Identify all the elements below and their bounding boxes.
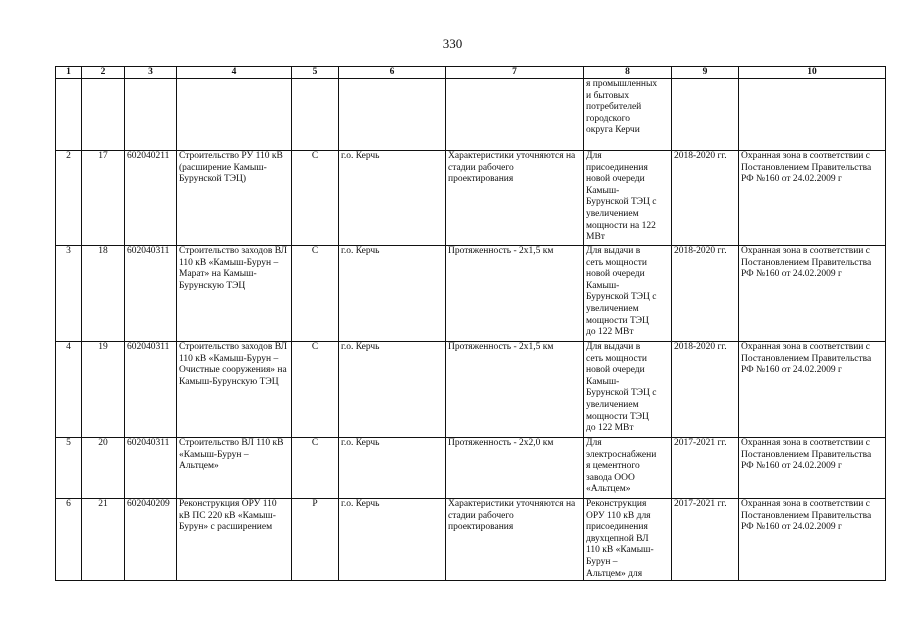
zone-cell: Охранная зона в соответствии с Постановлением Правительства РФ №160 от 24.02.2009 г (739, 342, 886, 438)
type-cell: С (292, 438, 339, 499)
period-cell: 2018-2020 гг. (672, 246, 739, 342)
period-cell: 2017-2021 гг. (672, 438, 739, 499)
row-number-cell: 3 (56, 246, 82, 342)
header-col-3: 3 (125, 67, 177, 79)
period-cell: 2018-2020 гг. (672, 151, 739, 246)
cell (177, 79, 292, 151)
table-row (56, 342, 886, 438)
characteristics-cell: Протяженность - 2х2,0 км (446, 438, 584, 499)
purpose-cell: Для электроснабжени я цементного завода ООО «Альтцем» (584, 438, 672, 499)
header-col-8: 8 (584, 67, 672, 79)
header-col-9: 9 (672, 67, 739, 79)
item-number-cell: 19 (82, 342, 125, 438)
item-number-cell: 18 (82, 246, 125, 342)
objects-table (55, 66, 886, 581)
type-cell: С (292, 246, 339, 342)
characteristics-cell: Протяженность - 2х1,5 км (446, 246, 584, 342)
characteristics-cell: Протяженность - 2х1,5 км (446, 342, 584, 438)
code-cell: 602040211 (125, 151, 177, 246)
item-number-cell: 21 (82, 499, 125, 581)
zone-cell: Охранная зона в соответствии с Постановлением Правительства РФ №160 от 24.02.2009 г (739, 438, 886, 499)
row-number-cell: 4 (56, 342, 82, 438)
row-number-cell: 6 (56, 499, 82, 581)
header-col-2: 2 (82, 67, 125, 79)
period-cell: 2018-2020 гг. (672, 342, 739, 438)
object-name-cell: Строительство заходов ВЛ 110 кВ «Камыш-Бурун – Очистные сооружения» на Камыш-Бурунскую ТЭЦ (177, 342, 292, 438)
zone-cell: Охранная зона в соответствии с Постановлением Правительства РФ №160 от 24.02.2009 г (739, 499, 886, 581)
characteristics-cell: Характеристики уточняются на стадии рабочего проектирования (446, 499, 584, 581)
characteristics-cell: Характеристики уточняются на стадии рабочего проектирования (446, 151, 584, 246)
location-cell: г.о. Керчь (339, 246, 446, 342)
cell (82, 79, 125, 151)
type-cell: Р (292, 499, 339, 581)
table-row (56, 151, 886, 246)
item-number-cell: 20 (82, 438, 125, 499)
header-col-4: 4 (177, 67, 292, 79)
purpose-cell: Для выдачи в сеть мощности новой очереди Камыш- Бурунской ТЭЦ с увеличением мощности ТЭЦ до 122 МВт (584, 246, 672, 342)
type-cell: С (292, 342, 339, 438)
type-cell: С (292, 151, 339, 246)
purpose-cell: Для присоединения новой очереди Камыш- Бурунской ТЭЦ с увеличением мощности на 122 МВт (584, 151, 672, 246)
item-number-cell: 17 (82, 151, 125, 246)
header-col-7: 7 (446, 67, 584, 79)
code-cell: 602040311 (125, 246, 177, 342)
row-number-cell: 2 (56, 151, 82, 246)
code-cell: 602040209 (125, 499, 177, 581)
zone-cell: Охранная зона в соответствии с Постановлением Правительства РФ №160 от 24.02.2009 г (739, 246, 886, 342)
code-cell: 602040311 (125, 342, 177, 438)
object-name-cell: Реконструкция ОРУ 110 кВ ПС 220 кВ «Камыш-Бурун» с расширением (177, 499, 292, 581)
location-cell: г.о. Керчь (339, 499, 446, 581)
cell (672, 79, 739, 151)
location-cell: г.о. Керчь (339, 342, 446, 438)
header-col-5: 5 (292, 67, 339, 79)
cell (739, 79, 886, 151)
code-cell: 602040311 (125, 438, 177, 499)
purpose-cell: я промышленных и бытовых потребителей городского округа Керчи (584, 79, 672, 151)
header-col-1: 1 (56, 67, 82, 79)
page-number: 330 (442, 36, 463, 51)
location-cell: г.о. Керчь (339, 151, 446, 246)
object-name-cell: Строительство РУ 110 кВ (расширение Камыш-Бурунской ТЭЦ) (177, 151, 292, 246)
table-row (56, 499, 886, 581)
cell (56, 79, 82, 151)
purpose-cell: Реконструкция ОРУ 110 кВ для присоединения двухцепной ВЛ 110 кВ «Камыш- Бурун – Альтцем» для (584, 499, 672, 581)
row-number-cell: 5 (56, 438, 82, 499)
continuation-row (56, 79, 886, 151)
object-name-cell: Строительство ВЛ 110 кВ «Камыш-Бурун – Альтцем» (177, 438, 292, 499)
table-row (56, 246, 886, 342)
cell (292, 79, 339, 151)
header-col-6: 6 (339, 67, 446, 79)
object-name-cell: Строительство заходов ВЛ 110 кВ «Камыш-Бурун – Марат» на Камыш-Бурунскую ТЭЦ (177, 246, 292, 342)
purpose-cell: Для выдачи в сеть мощности новой очереди Камыш- Бурунской ТЭЦ с увеличением мощности ТЭЦ до 122 МВт (584, 342, 672, 438)
table-row (56, 438, 886, 499)
zone-cell: Охранная зона в соответствии с Постановлением Правительства РФ №160 от 24.02.2009 г (739, 151, 886, 246)
cell (125, 79, 177, 151)
cell (339, 79, 446, 151)
header-row (56, 67, 886, 79)
period-cell: 2017-2021 гг. (672, 499, 739, 581)
header-col-10: 10 (739, 67, 886, 79)
location-cell: г.о. Керчь (339, 438, 446, 499)
cell (446, 79, 584, 151)
